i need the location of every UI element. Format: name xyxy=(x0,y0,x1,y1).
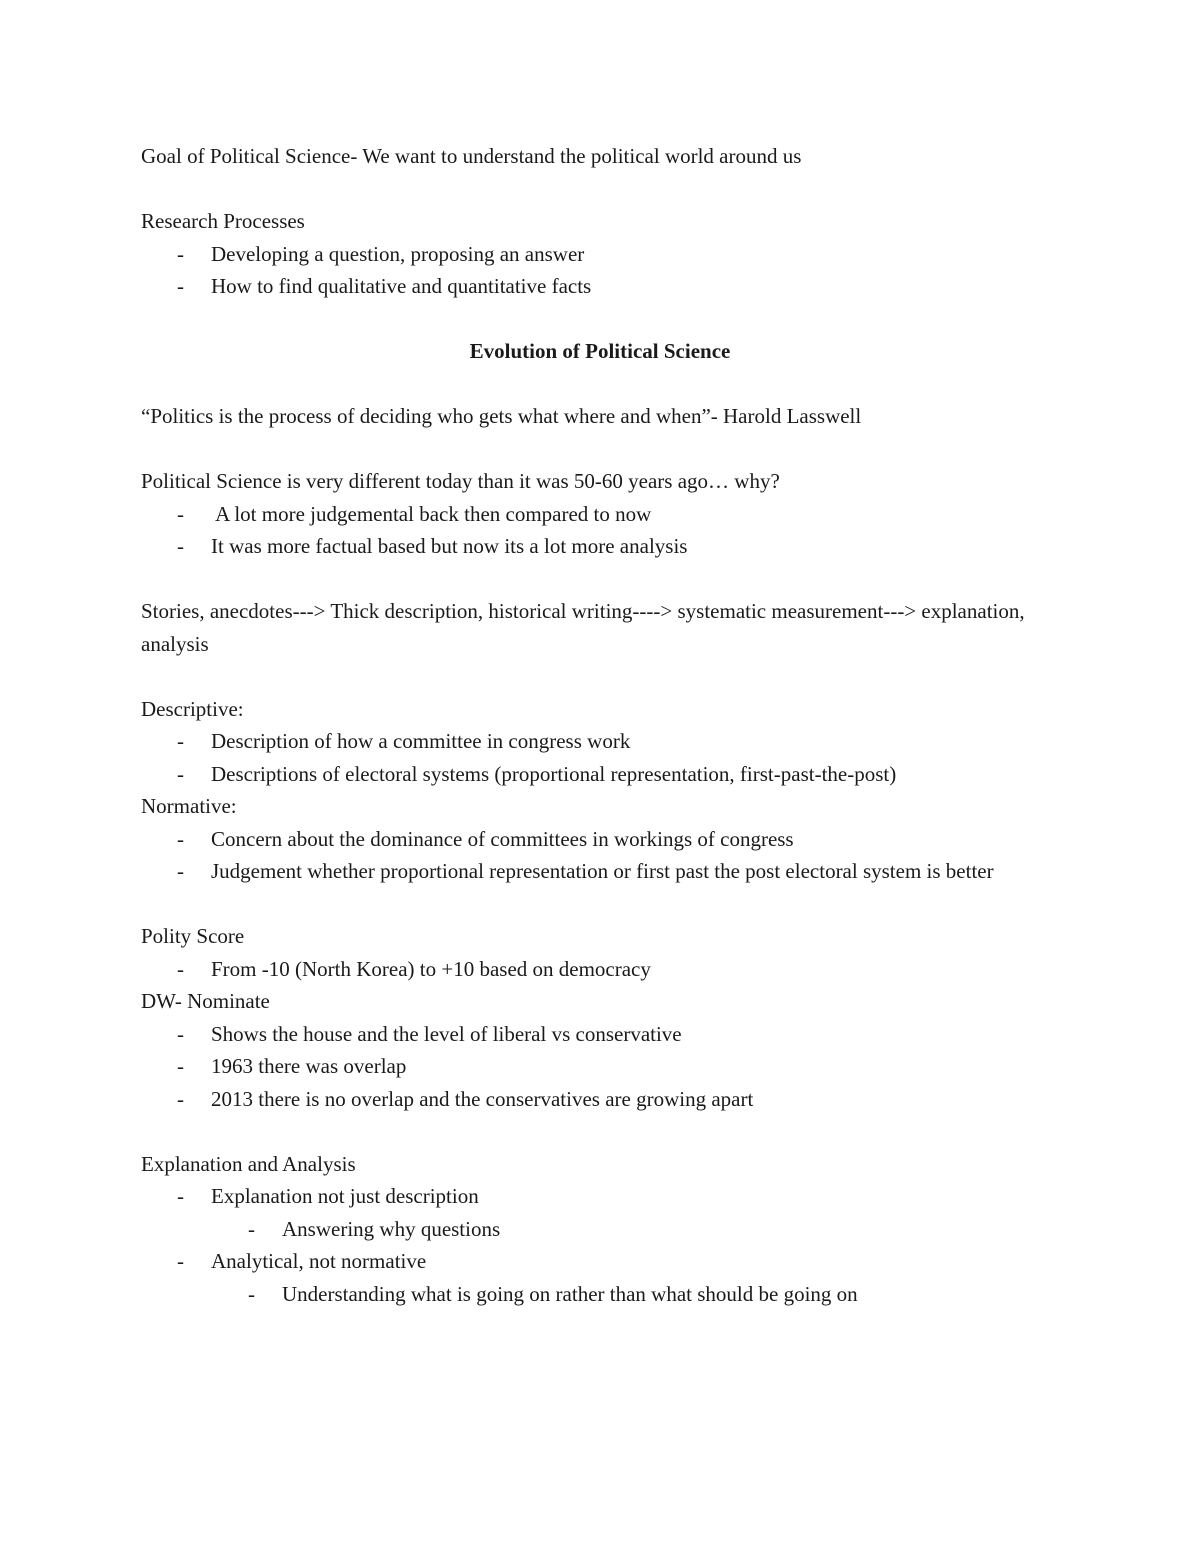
list-item-text: Analytical, not normative xyxy=(211,1249,427,1273)
progression-paragraph: Stories, anecdotes---> Thick description, historical writing----> systematic measurement---> explanation, analysis xyxy=(141,599,1025,656)
spacer xyxy=(141,303,1041,336)
list-item-text: Developing a question, proposing an answer xyxy=(211,241,585,266)
list-item xyxy=(141,238,1041,271)
bullet-dash: - xyxy=(177,859,184,883)
list-item-text: Concern about the dominance of committees in workings of congress xyxy=(211,826,794,851)
bullet-dash: - xyxy=(177,534,184,558)
list-item-text: How to find qualitative and quantitative facts xyxy=(211,274,592,298)
section-title: Evolution of Political Science xyxy=(469,339,731,363)
descriptive-heading: Descriptive: xyxy=(141,696,244,721)
bullet-dash: - xyxy=(177,826,184,851)
list-item-text: Judgement whether proportional representation or first past the post electoral system is better xyxy=(211,859,994,883)
list-item-text: A lot more judgemental back then compared to now xyxy=(211,501,652,526)
research-heading: Research Processes xyxy=(141,209,305,233)
list-item xyxy=(141,855,1041,920)
spacer xyxy=(141,563,1041,596)
sub-list-item-text: Answering why questions xyxy=(282,1216,501,1241)
bullet-dash: - xyxy=(177,1086,184,1111)
list-item xyxy=(141,1018,1041,1051)
dw-heading: DW- Nominate xyxy=(141,989,270,1013)
list-item xyxy=(141,530,1041,563)
polity-heading: Polity Score xyxy=(141,924,245,948)
list-item-text: Shows the house and the level of liberal vs conservative xyxy=(211,1021,682,1046)
list-item-text: Description of how a committee in congress work xyxy=(211,729,631,753)
bullet-dash: - xyxy=(177,761,184,786)
normative-heading: Normative: xyxy=(141,794,237,818)
explanation-heading: Explanation and Analysis xyxy=(141,1151,356,1176)
bullet-dash: - xyxy=(248,1216,255,1241)
bullet-dash: - xyxy=(177,956,184,981)
list-item-text: It was more factual based but now its a lot more analysis xyxy=(211,534,688,558)
bullet-dash: - xyxy=(177,1054,184,1078)
bullet-dash: - xyxy=(177,1184,184,1208)
bullet-dash: - xyxy=(177,1249,184,1273)
quote: “Politics is the process of deciding who gets what where and when”- Harold Lasswell xyxy=(141,404,862,428)
spacer xyxy=(141,368,1041,401)
goal-statement: Goal of Political Science- We want to understand the political world around us xyxy=(141,144,802,168)
list-item xyxy=(141,1180,1041,1213)
list-item-text: Descriptions of electoral systems (proportional representation, first-past-the-post) xyxy=(211,761,897,786)
bullet-dash: - xyxy=(177,501,184,526)
bullet-dash: - xyxy=(248,1281,255,1306)
document-body xyxy=(141,140,1041,1310)
list-item xyxy=(141,758,1041,791)
spacer xyxy=(141,660,1041,693)
bullet-dash: - xyxy=(177,729,184,753)
spacer xyxy=(141,1115,1041,1148)
list-item xyxy=(141,270,1041,303)
list-item-text: Explanation not just description xyxy=(211,1184,479,1208)
sub-list-item xyxy=(141,1213,1041,1246)
bullet-dash: - xyxy=(177,241,184,266)
sub-list-item-text: Understanding what is going on rather than what should be going on xyxy=(282,1281,858,1306)
list-item xyxy=(141,725,1041,758)
list-item-text: 2013 there is no overlap and the conservatives are growing apart xyxy=(211,1086,754,1111)
bullet-dash: - xyxy=(177,1021,184,1046)
list-item xyxy=(141,498,1041,531)
list-item xyxy=(141,1083,1041,1116)
list-item-text: 1963 there was overlap xyxy=(211,1054,407,1078)
list-item xyxy=(141,1245,1041,1278)
list-item xyxy=(141,1050,1041,1083)
spacer xyxy=(141,433,1041,466)
different-heading: Political Science is very different today than it was 50-60 years ago… why? xyxy=(141,469,780,493)
bullet-dash: - xyxy=(177,274,184,298)
spacer xyxy=(141,173,1041,206)
sub-list-item xyxy=(141,1278,1041,1311)
list-item-text: From -10 (North Korea) to +10 based on democracy xyxy=(211,956,651,981)
list-item xyxy=(141,953,1041,986)
list-item xyxy=(141,823,1041,856)
